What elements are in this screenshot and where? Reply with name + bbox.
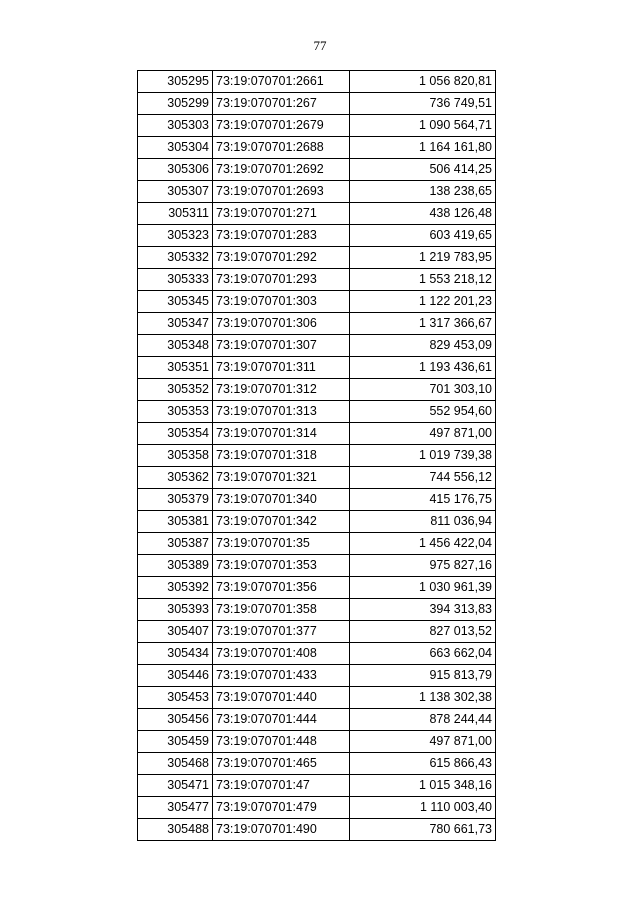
table-row (138, 687, 496, 709)
object-id-cell: 305311 (138, 203, 213, 225)
object-id-cell: 305332 (138, 247, 213, 269)
object-id-cell: 305295 (138, 71, 213, 93)
object-id-cell: 305434 (138, 643, 213, 665)
object-id-cell: 305389 (138, 555, 213, 577)
cadastral-value-cell: 829 453,09 (350, 335, 496, 357)
cadastral-value-cell: 744 556,12 (350, 467, 496, 489)
table-row (138, 709, 496, 731)
cadastral-number-cell: 73:19:070701:306 (213, 313, 350, 335)
cadastral-value-cell: 506 414,25 (350, 159, 496, 181)
cadastral-value-cell: 1 030 961,39 (350, 577, 496, 599)
cadastral-value-cell: 615 866,43 (350, 753, 496, 775)
object-id-cell: 305306 (138, 159, 213, 181)
cadastral-number-cell: 73:19:070701:408 (213, 643, 350, 665)
cadastral-number-cell: 73:19:070701:2693 (213, 181, 350, 203)
cadastral-number-cell: 73:19:070701:2679 (213, 115, 350, 137)
cadastral-number-cell: 73:19:070701:342 (213, 511, 350, 533)
cadastral-number-cell: 73:19:070701:444 (213, 709, 350, 731)
cadastral-number-cell: 73:19:070701:377 (213, 621, 350, 643)
table-row (138, 379, 496, 401)
cadastral-value-cell: 1 317 366,67 (350, 313, 496, 335)
object-id-cell: 305459 (138, 731, 213, 753)
object-id-cell: 305352 (138, 379, 213, 401)
cadastral-number-cell: 73:19:070701:465 (213, 753, 350, 775)
object-id-cell: 305387 (138, 533, 213, 555)
cadastral-value-cell: 138 238,65 (350, 181, 496, 203)
cadastral-number-cell: 73:19:070701:433 (213, 665, 350, 687)
object-id-cell: 305362 (138, 467, 213, 489)
cadastral-number-cell: 73:19:070701:358 (213, 599, 350, 621)
object-id-cell: 305304 (138, 137, 213, 159)
table-row (138, 533, 496, 555)
cadastral-number-cell: 73:19:070701:2692 (213, 159, 350, 181)
cadastral-number-cell: 73:19:070701:303 (213, 291, 350, 313)
cadastral-value-cell: 603 419,65 (350, 225, 496, 247)
cadastral-number-cell: 73:19:070701:313 (213, 401, 350, 423)
table-row (138, 819, 496, 841)
cadastral-number-cell: 73:19:070701:2688 (213, 137, 350, 159)
cadastral-value-cell: 975 827,16 (350, 555, 496, 577)
table-row (138, 269, 496, 291)
cadastral-number-cell: 73:19:070701:448 (213, 731, 350, 753)
object-id-cell: 305354 (138, 423, 213, 445)
cadastral-value-cell: 1 019 739,38 (350, 445, 496, 467)
cadastral-value-cell: 1 456 422,04 (350, 533, 496, 555)
table-row (138, 401, 496, 423)
object-id-cell: 305333 (138, 269, 213, 291)
cadastral-number-cell: 73:19:070701:271 (213, 203, 350, 225)
cadastral-value-cell: 1 056 820,81 (350, 71, 496, 93)
table-row (138, 599, 496, 621)
cadastral-value-cell: 415 176,75 (350, 489, 496, 511)
cadastral-value-cell: 701 303,10 (350, 379, 496, 401)
object-id-cell: 305392 (138, 577, 213, 599)
object-id-cell: 305381 (138, 511, 213, 533)
object-id-cell: 305345 (138, 291, 213, 313)
object-id-cell: 305379 (138, 489, 213, 511)
table-row (138, 577, 496, 599)
cadastral-number-cell: 73:19:070701:318 (213, 445, 350, 467)
cadastral-value-cell: 1 122 201,23 (350, 291, 496, 313)
object-id-cell: 305468 (138, 753, 213, 775)
object-id-cell: 305407 (138, 621, 213, 643)
object-id-cell: 305456 (138, 709, 213, 731)
table-row (138, 335, 496, 357)
cadastral-value-cell: 1 015 348,16 (350, 775, 496, 797)
table-row (138, 181, 496, 203)
cadastral-value-cell: 1 090 564,71 (350, 115, 496, 137)
object-id-cell: 305348 (138, 335, 213, 357)
table-row (138, 225, 496, 247)
cadastral-value-cell: 1 219 783,95 (350, 247, 496, 269)
object-id-cell: 305299 (138, 93, 213, 115)
cadastral-value-cell: 736 749,51 (350, 93, 496, 115)
table-body (138, 71, 496, 841)
object-id-cell: 305351 (138, 357, 213, 379)
cadastral-value-table (137, 70, 496, 841)
cadastral-number-cell: 73:19:070701:490 (213, 819, 350, 841)
cadastral-number-cell: 73:19:070701:321 (213, 467, 350, 489)
cadastral-value-cell: 1 110 003,40 (350, 797, 496, 819)
object-id-cell: 305303 (138, 115, 213, 137)
cadastral-value-cell: 780 661,73 (350, 819, 496, 841)
cadastral-value-cell: 811 036,94 (350, 511, 496, 533)
cadastral-value-cell: 1 164 161,80 (350, 137, 496, 159)
page-number: 77 (313, 38, 327, 53)
table-row (138, 203, 496, 225)
table-row (138, 621, 496, 643)
table-row (138, 423, 496, 445)
cadastral-value-cell: 663 662,04 (350, 643, 496, 665)
cadastral-number-cell: 73:19:070701:440 (213, 687, 350, 709)
object-id-cell: 305477 (138, 797, 213, 819)
object-id-cell: 305471 (138, 775, 213, 797)
cadastral-number-cell: 73:19:070701:353 (213, 555, 350, 577)
cadastral-number-cell: 73:19:070701:293 (213, 269, 350, 291)
table-row (138, 71, 496, 93)
cadastral-value-cell: 438 126,48 (350, 203, 496, 225)
object-id-cell: 305353 (138, 401, 213, 423)
table-row (138, 555, 496, 577)
table-row (138, 775, 496, 797)
cadastral-number-cell: 73:19:070701:267 (213, 93, 350, 115)
table-row (138, 357, 496, 379)
cadastral-number-cell: 73:19:070701:292 (213, 247, 350, 269)
table-row (138, 159, 496, 181)
table-row (138, 665, 496, 687)
cadastral-number-cell: 73:19:070701:307 (213, 335, 350, 357)
cadastral-number-cell: 73:19:070701:314 (213, 423, 350, 445)
cadastral-number-cell: 73:19:070701:340 (213, 489, 350, 511)
cadastral-number-cell: 73:19:070701:283 (213, 225, 350, 247)
table-row (138, 731, 496, 753)
table-row (138, 93, 496, 115)
table-row (138, 643, 496, 665)
cadastral-number-cell: 73:19:070701:311 (213, 357, 350, 379)
object-id-cell: 305453 (138, 687, 213, 709)
table-row (138, 313, 496, 335)
object-id-cell: 305488 (138, 819, 213, 841)
object-id-cell: 305323 (138, 225, 213, 247)
cadastral-number-cell: 73:19:070701:312 (213, 379, 350, 401)
cadastral-value-cell: 1 138 302,38 (350, 687, 496, 709)
cadastral-value-cell: 394 313,83 (350, 599, 496, 621)
cadastral-value-cell: 497 871,00 (350, 731, 496, 753)
table-row (138, 115, 496, 137)
cadastral-value-cell: 878 244,44 (350, 709, 496, 731)
cadastral-value-cell: 915 813,79 (350, 665, 496, 687)
cadastral-value-cell: 1 193 436,61 (350, 357, 496, 379)
cadastral-value-cell: 497 871,00 (350, 423, 496, 445)
object-id-cell: 305446 (138, 665, 213, 687)
table-row (138, 291, 496, 313)
cadastral-number-cell: 73:19:070701:2661 (213, 71, 350, 93)
cadastral-value-cell: 1 553 218,12 (350, 269, 496, 291)
object-id-cell: 305307 (138, 181, 213, 203)
cadastral-number-cell: 73:19:070701:35 (213, 533, 350, 555)
table-row (138, 489, 496, 511)
cadastral-value-cell: 552 954,60 (350, 401, 496, 423)
table-row (138, 445, 496, 467)
cadastral-number-cell: 73:19:070701:47 (213, 775, 350, 797)
table-row (138, 137, 496, 159)
table-row (138, 467, 496, 489)
table-row (138, 797, 496, 819)
cadastral-number-cell: 73:19:070701:479 (213, 797, 350, 819)
table-row (138, 247, 496, 269)
cadastral-number-cell: 73:19:070701:356 (213, 577, 350, 599)
cadastral-value-cell: 827 013,52 (350, 621, 496, 643)
table-row (138, 511, 496, 533)
object-id-cell: 305347 (138, 313, 213, 335)
object-id-cell: 305393 (138, 599, 213, 621)
object-id-cell: 305358 (138, 445, 213, 467)
table-row (138, 753, 496, 775)
